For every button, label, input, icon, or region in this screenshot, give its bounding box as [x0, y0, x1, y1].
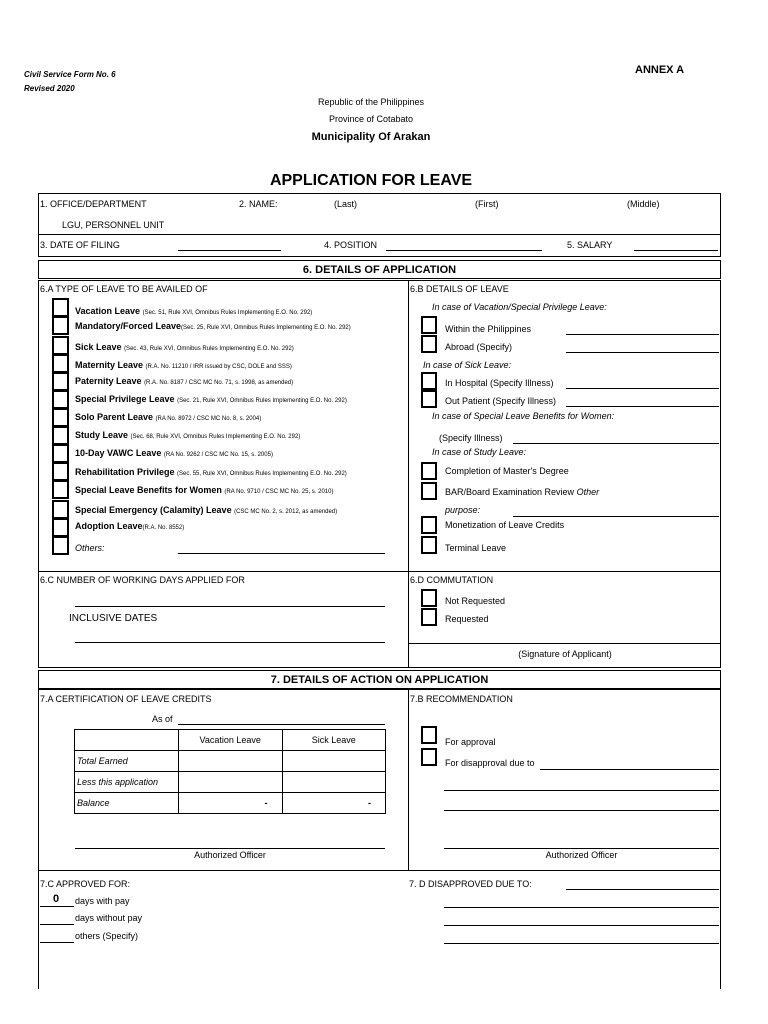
- table-row: [75, 772, 386, 793]
- specify-illness-label: (Specify Illness): [439, 433, 503, 443]
- leave-vacation: Vacation Leave (Sec. 51, Rule XVI, Omnibus Rules Implementing E.O. No. 292): [75, 306, 313, 316]
- checkbox-vacation[interactable]: [52, 298, 69, 317]
- section6d-label: 6.D COMMUTATION: [410, 575, 494, 585]
- checkbox-study[interactable]: [52, 426, 69, 445]
- checkbox-maternity[interactable]: [52, 354, 69, 373]
- checkbox-masters[interactable]: [421, 462, 437, 480]
- checkbox-within-ph[interactable]: [421, 316, 437, 334]
- bar-label: BAR/Board Examination Review Other: [445, 487, 600, 497]
- others-specify-label: others (Specify): [75, 931, 139, 941]
- leave-maternity: Maternity Leave (R.A. No. 11210 / IRR issued by CSC, DOLE and SSS): [75, 360, 292, 370]
- checkbox-paternity[interactable]: [52, 372, 69, 391]
- name-first-label: (First): [475, 199, 499, 209]
- date-filing-field[interactable]: [178, 250, 281, 251]
- checkbox-adoption[interactable]: [52, 518, 69, 537]
- section6c-label: 6.C NUMBER OF WORKING DAYS APPLIED FOR: [40, 575, 245, 585]
- leave-women: Special Leave Benefits for Women (RA No. 9710 / CSC MC No. 25, s. 2010): [75, 485, 334, 495]
- leave-sick: Sick Leave (Sec. 43, Rule XVI, Omnibus Rules Implementing E.O. No. 292): [75, 342, 294, 352]
- outpatient-label: Out Patient (Specify Illness): [445, 396, 557, 406]
- outpatient-field[interactable]: [566, 406, 719, 407]
- name-last-label: (Last): [334, 199, 358, 209]
- checkbox-bar[interactable]: [421, 482, 437, 500]
- office-value[interactable]: LGU, PERSONNEL UNIT: [62, 220, 165, 230]
- checkbox-sick[interactable]: [52, 336, 69, 355]
- women-illness-field[interactable]: [513, 443, 719, 444]
- case-study-label: In case of Study Leave:: [432, 447, 527, 457]
- within-ph-label: Within the Philippines: [445, 324, 532, 334]
- table-row: [75, 793, 386, 814]
- less-application-sick[interactable]: [282, 772, 385, 793]
- days-without-pay-label: days without pay: [75, 913, 143, 923]
- total-earned-label: Total Earned: [75, 751, 179, 772]
- days-without-pay-field[interactable]: [40, 924, 74, 925]
- disapproval-reason-line-2[interactable]: [444, 790, 719, 791]
- republic-text: Republic of the Philippines: [317, 97, 425, 107]
- leave-solo-parent: Solo Parent Leave (RA No. 8972 / CSC MC No. 8, s. 2004): [75, 412, 262, 422]
- as-of-field[interactable]: [178, 724, 385, 725]
- disapproved-line-2[interactable]: [444, 907, 719, 908]
- leave-mandatory: Mandatory/Forced Leave(Sec. 25, Rule XVI, Omnibus Rules Implementing E.O. No. 292): [75, 321, 351, 331]
- name-middle-label: (Middle): [627, 199, 660, 209]
- signature-line[interactable]: [409, 643, 721, 644]
- hospital-label: In Hospital (Specify Illness): [445, 378, 554, 388]
- section7d-label: 7. D DISAPPROVED DUE TO:: [409, 879, 532, 889]
- leave-credits-table: [74, 729, 386, 814]
- case-sick-label: In case of Sick Leave:: [423, 360, 512, 370]
- annex-label: ANNEX A: [635, 64, 685, 76]
- leave-vawc: 10-Day VAWC Leave (RA No. 9262 / CSC MC No. 15, s. 2005): [75, 448, 273, 458]
- checkbox-for-disapproval[interactable]: [421, 748, 437, 766]
- total-earned-sick[interactable]: [282, 751, 385, 772]
- authorized-officer-label-a: Authorized Officer: [194, 850, 266, 860]
- col-vacation-leave: Vacation Leave: [178, 730, 282, 751]
- total-earned-vacation[interactable]: [178, 751, 282, 772]
- disapproved-line-4[interactable]: [444, 943, 719, 944]
- checkbox-not-requested[interactable]: [421, 589, 437, 607]
- monetization-label: Monetization of Leave Credits: [445, 520, 565, 530]
- checkbox-mandatory[interactable]: [52, 316, 69, 335]
- section7c-label: 7.C APPROVED FOR:: [40, 879, 131, 889]
- checkbox-women[interactable]: [52, 480, 69, 499]
- leave-others-label: Others:: [75, 543, 105, 553]
- leave-calamity: Special Emergency (Calamity) Leave (CSC MC No. 2, s. 2012, as amended): [75, 505, 338, 515]
- section6-title: 6. DETAILS OF APPLICATION: [302, 264, 457, 276]
- col-sick-leave: Sick Leave: [282, 730, 385, 751]
- inclusive-dates-label: INCLUSIVE DATES: [69, 613, 158, 624]
- section6b-label: 6.B DETAILS OF LEAVE: [410, 284, 509, 294]
- as-of-label: As of: [152, 714, 173, 724]
- balance-label: Balance: [75, 793, 179, 814]
- requested-label: Requested: [445, 614, 489, 624]
- salary-label: 5. SALARY: [567, 240, 613, 250]
- checkbox-rehabilitation[interactable]: [52, 462, 69, 481]
- less-application-label: Less this application: [75, 772, 179, 793]
- within-ph-field[interactable]: [566, 334, 719, 335]
- not-requested-label: Not Requested: [445, 596, 506, 606]
- disapproved-line-1[interactable]: [566, 889, 719, 890]
- checkbox-calamity[interactable]: [52, 500, 69, 519]
- checkbox-outpatient[interactable]: [421, 390, 437, 408]
- authorized-officer-line-b[interactable]: [444, 848, 719, 849]
- case-vacation-label: In case of Vacation/Special Privilege Leave:: [432, 302, 607, 312]
- office-label: 1. OFFICE/DEPARTMENT: [40, 199, 147, 209]
- checkbox-for-approval[interactable]: [421, 726, 437, 744]
- days-with-pay-label: days with pay: [75, 896, 130, 906]
- page-title: APPLICATION FOR LEAVE: [269, 172, 473, 189]
- section6a-label: 6.A TYPE OF LEAVE TO BE AVAILED OF: [40, 284, 208, 294]
- for-approval-label: For approval: [445, 737, 496, 747]
- case-women-label: In case of Special Leave Benefits for Women:: [432, 411, 615, 421]
- terminal-label: Terminal Leave: [445, 543, 507, 553]
- checkbox-monetization[interactable]: [421, 516, 437, 534]
- position-field[interactable]: [386, 250, 542, 251]
- days-with-pay-value[interactable]: 0: [53, 893, 60, 905]
- disapproved-line-3[interactable]: [444, 925, 719, 926]
- checkbox-terminal[interactable]: [421, 536, 437, 554]
- checkbox-hospital[interactable]: [421, 372, 437, 390]
- authorized-officer-label-b: Authorized Officer: [545, 850, 618, 860]
- province-text: Province of Cotabato: [328, 114, 414, 124]
- salary-field[interactable]: [634, 250, 718, 251]
- disapproval-reason-line-1[interactable]: [540, 769, 719, 770]
- abroad-label: Abroad (Specify): [445, 342, 513, 352]
- municipality-text: Municipality Of Arakan: [311, 131, 431, 143]
- purpose-field[interactable]: [513, 516, 719, 517]
- checkbox-others[interactable]: [52, 536, 69, 555]
- hospital-field[interactable]: [566, 388, 719, 389]
- masters-label: Completion of Master's Degree: [445, 466, 569, 476]
- checkbox-abroad[interactable]: [421, 335, 437, 353]
- inclusive-dates-field[interactable]: [75, 642, 385, 643]
- form-number: Civil Service Form No. 6: [24, 70, 116, 79]
- form-revision: Revised 2020: [24, 84, 75, 93]
- others-specify-field[interactable]: [40, 942, 74, 943]
- checkbox-special-privilege[interactable]: [52, 390, 69, 409]
- leave-adoption: Adoption Leave(R.A. No. 8552): [75, 521, 185, 531]
- working-days-field[interactable]: [75, 606, 385, 607]
- checkbox-requested[interactable]: [421, 608, 437, 626]
- table-row: [75, 751, 386, 772]
- leave-paternity: Paternity Leave (R.A. No. 8187 / CSC MC No. 71, s. 1998, as amended): [75, 376, 294, 386]
- position-label: 4. POSITION: [324, 240, 378, 250]
- checkbox-solo-parent[interactable]: [52, 408, 69, 427]
- date-filing-label: 3. DATE OF FILING: [40, 240, 120, 250]
- balance-vacation[interactable]: -: [178, 793, 282, 814]
- leave-study: Study Leave (Sec. 68, Rule XVI, Omnibus Rules Implementing E.O. No. 292): [75, 430, 301, 440]
- less-application-vacation[interactable]: [178, 772, 282, 793]
- balance-sick[interactable]: -: [282, 793, 385, 814]
- section7b-label: 7.B RECOMMENDATION: [410, 694, 513, 704]
- abroad-field[interactable]: [566, 352, 719, 353]
- section7a-label: 7.A CERTIFICATION OF LEAVE CREDITS: [40, 694, 212, 704]
- authorized-officer-line-a[interactable]: [75, 848, 385, 849]
- for-disapproval-label: For disapproval due to: [445, 758, 535, 768]
- purpose-label: purpose:: [445, 505, 481, 515]
- signature-label: (Signature of Applicant): [518, 649, 612, 659]
- leave-special-privilege: Special Privilege Leave (Sec. 21, Rule XVI, Omnibus Rules Implementing E.O. No. 292): [75, 394, 347, 404]
- section7-title: 7. DETAILS OF ACTION ON APPLICATION: [270, 674, 489, 686]
- checkbox-vawc[interactable]: [52, 444, 69, 463]
- others-field[interactable]: [178, 553, 385, 554]
- name-label: 2. NAME:: [239, 199, 278, 209]
- disapproval-reason-line-3[interactable]: [444, 810, 719, 811]
- leave-rehabilitation: Rehabilitation Privilege (Sec. 55, Rule XVI, Omnibus Rules Implementing E.O. No. 292): [75, 467, 347, 477]
